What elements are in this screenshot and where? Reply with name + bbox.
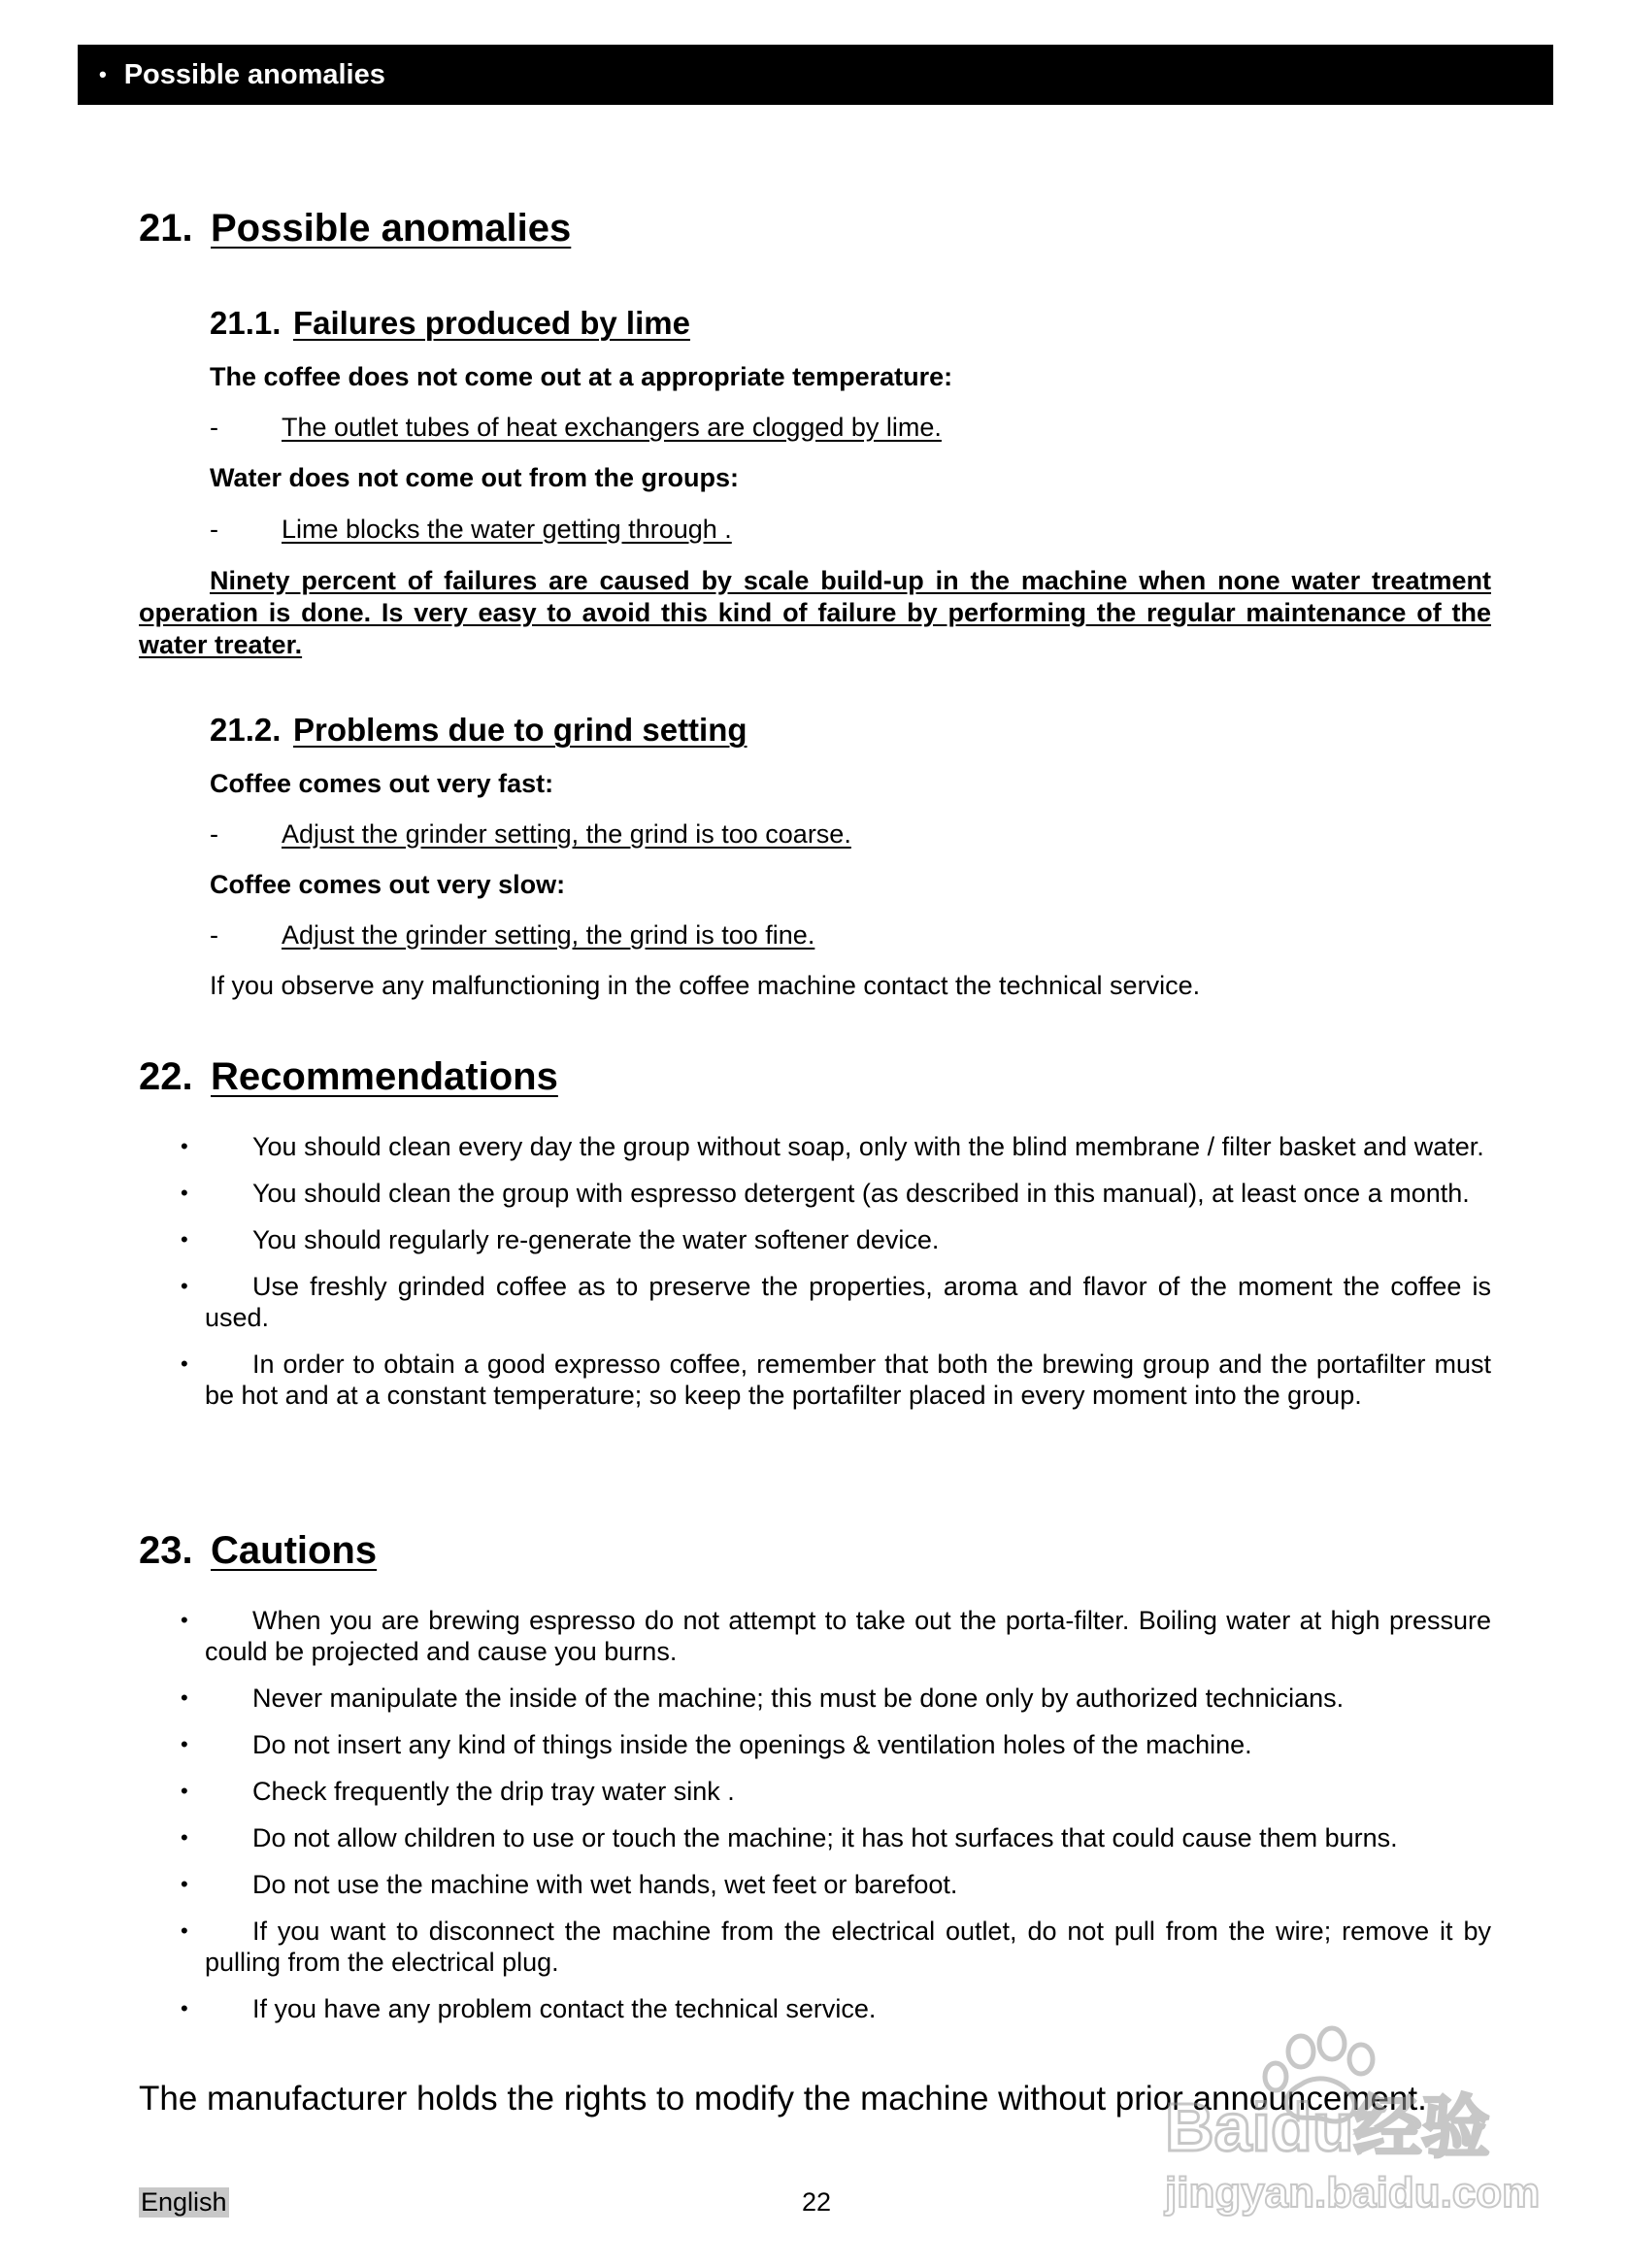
bullet-marker: •	[181, 1274, 188, 1298]
item-text: You should clean every day the group without soap, only with the blind membrane / filter basket and water.	[252, 1132, 1484, 1161]
subsection-21-2-heading	[210, 712, 748, 749]
item-text: Do not allow children to use or touch the machine; it has hot surfaces that could cause them burns.	[252, 1823, 1398, 1852]
list-item	[139, 1683, 1491, 1714]
bullet-marker: •	[181, 1227, 188, 1251]
section-21-heading	[139, 207, 571, 250]
list-item	[139, 1224, 1491, 1255]
item-text: Adjust the grinder setting, the grind is too fine.	[282, 920, 815, 950]
list-item	[139, 1131, 1491, 1162]
bullet-marker: •	[181, 1918, 188, 1943]
manufacturer-notice: The manufacturer holds the rights to modify the machine without prior announcement.	[139, 2080, 1427, 2118]
bullet-marker: •	[181, 1351, 188, 1376]
list-item	[139, 1916, 1491, 1978]
list-item	[139, 1869, 1491, 1900]
list-item	[139, 1776, 1491, 1807]
section-number: 23.	[139, 1529, 193, 1572]
section-23-heading	[139, 1529, 377, 1573]
section-number: 21.	[139, 207, 193, 250]
note-text: Ninety percent of failures are caused by scale build-up in the machine when none water treatment operation is done. Is very easy to avoid this kind of failure by performing the regular maintenance of the water treater.	[139, 566, 1491, 659]
watermark-url: jingyan.baidu.com	[1165, 2169, 1541, 2217]
lead-water-groups: Water does not come out from the groups:	[210, 463, 740, 492]
bullet-marker: •	[181, 1825, 188, 1850]
list-item	[139, 1993, 1491, 2024]
bullet-marker: •	[181, 1996, 188, 2020]
baidu-watermark	[1155, 2024, 1563, 2218]
paw-logo-icon	[1155, 2024, 1563, 2218]
bullet-marker: •	[181, 1685, 188, 1710]
item-text: If you want to disconnect the machine from the electrical outlet, do not pull from the wire; remove it by pulling from the electrical plug.	[205, 1917, 1491, 1977]
subsection-title: Failures produced by lime	[293, 305, 690, 341]
bullet-marker: •	[181, 1872, 188, 1896]
recommendations-list	[139, 1131, 1491, 1426]
item-text: Never manipulate the inside of the machine; this must be done only by authorized technicians.	[252, 1684, 1345, 1713]
section-title: Cautions	[211, 1529, 378, 1572]
section-title: Possible anomalies	[211, 207, 572, 250]
item-text: If you have any problem contact the technical service.	[252, 1994, 877, 2023]
bullet-marker: •	[181, 1779, 188, 1803]
list-item	[139, 1178, 1491, 1209]
item-text: Adjust the grinder setting, the grind is too coarse.	[282, 819, 851, 849]
bullet-marker: •	[181, 1608, 188, 1632]
subsection-21-1-heading	[210, 305, 690, 342]
cautions-list	[139, 1605, 1491, 2040]
closing-text: If you observe any malfunctioning in the coffee machine contact the technical service.	[210, 971, 1201, 1000]
page-number: 22	[802, 2187, 832, 2217]
item-text: You should regularly re-generate the water softener device.	[252, 1225, 940, 1254]
header-bar	[78, 45, 1553, 105]
list-item	[139, 1822, 1491, 1853]
subsection-title: Problems due to grind setting	[293, 712, 748, 748]
list-item	[210, 819, 851, 850]
subsection-number: 21.1.	[210, 305, 282, 341]
section-number: 22.	[139, 1055, 193, 1098]
header-title: Possible anomalies	[123, 58, 385, 90]
item-text: When you are brewing espresso do not attempt to take out the porta-filter. Boiling water at high pressure could be projected and cause you burns.	[205, 1606, 1491, 1666]
subsection-number: 21.2.	[210, 712, 282, 748]
lime-warning-note	[139, 565, 1491, 661]
dash-marker: -	[210, 515, 218, 544]
item-text: Lime blocks the water getting through .	[282, 515, 732, 544]
section-22-heading	[139, 1055, 558, 1099]
language-label: English	[141, 2187, 227, 2217]
list-item	[139, 1271, 1491, 1333]
lead-slow: Coffee comes out very slow:	[210, 870, 566, 899]
item-text: Check frequently the drip tray water sink .	[252, 1777, 735, 1806]
list-item	[139, 1729, 1491, 1760]
item-text: In order to obtain a good expresso coffee, remember that both the brewing group and the portafilter must be hot and at a constant temperature; so keep the portafilter placed in every moment into the group.	[205, 1350, 1491, 1410]
dash-marker: -	[210, 920, 218, 950]
section-title: Recommendations	[211, 1055, 558, 1098]
item-text: The outlet tubes of heat exchangers are clogged by lime.	[282, 413, 942, 442]
watermark-brand: Baidu经验	[1165, 2089, 1490, 2165]
lead-fast: Coffee comes out very fast:	[210, 769, 554, 798]
item-text: Do not use the machine with wet hands, wet feet or barefoot.	[252, 1870, 958, 1899]
list-item	[139, 1605, 1491, 1667]
item-text: Use freshly grinded coffee as to preserve the properties, aroma and flavor of the moment the coffee is used.	[205, 1272, 1491, 1332]
list-item	[210, 515, 732, 545]
header-bullet: •	[99, 62, 107, 86]
list-item	[210, 413, 942, 443]
list-item	[210, 920, 814, 951]
bullet-marker: •	[181, 1181, 188, 1205]
lead-temperature: The coffee does not come out at a appropriate temperature:	[210, 362, 953, 391]
bullet-marker: •	[181, 1134, 188, 1158]
item-text: You should clean the group with espresso detergent (as described in this manual), at least once a month.	[252, 1179, 1470, 1208]
dash-marker: -	[210, 413, 218, 442]
list-item	[139, 1349, 1491, 1411]
dash-marker: -	[210, 819, 218, 849]
item-text: Do not insert any kind of things inside the openings & ventilation holes of the machine.	[252, 1730, 1252, 1759]
bullet-marker: •	[181, 1732, 188, 1756]
